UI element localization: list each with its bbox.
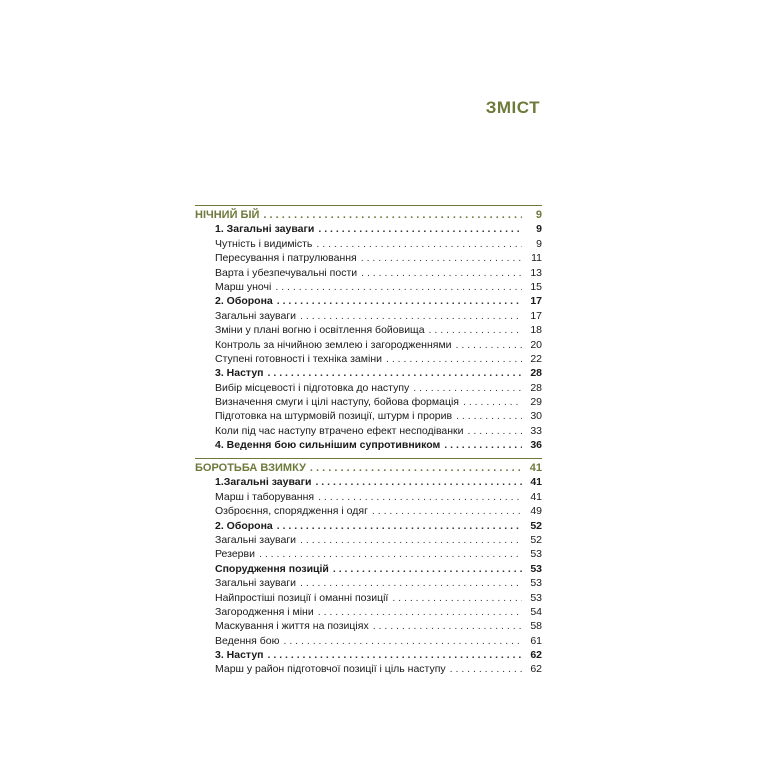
toc-section-winter [195,461,542,677]
toc-entry-page: 29 [530,396,542,409]
toc-entry-page: 53 [530,548,542,561]
toc-entry [195,352,542,366]
toc-entry-label: Коли під час наступу втрачено ефект несподіванки [215,424,464,437]
toc-entry-label: Марш уночі [215,280,272,293]
toc-entry-label: 3. Наступ [215,649,264,662]
toc-entry [195,409,542,423]
dot-leader [300,533,522,547]
section-rule-2 [195,458,542,459]
toc-entry-label: Ведення бою [215,634,280,647]
toc-entry [195,634,542,648]
toc-entry [195,381,542,395]
toc-entry [195,619,542,633]
dot-leader [361,266,522,280]
toc-entry [195,222,542,236]
toc-entry-page: 13 [530,266,542,279]
toc-entry-label: Визначення смуги і цілі наступу, бойова формація [215,396,459,409]
toc-entry-page: 41 [530,476,542,489]
dot-leader [456,338,522,352]
toc-entry [195,475,542,489]
toc-entry-label: 2. Оборона [215,295,273,308]
dot-leader [373,619,522,633]
dot-leader [277,294,522,308]
toc-entry [195,605,542,619]
dot-leader [284,634,522,648]
toc-entry-page: 61 [530,634,542,647]
toc-entry-label: Марш і таборування [215,490,315,503]
toc-entry [195,323,542,337]
toc-entry-page: 15 [530,280,542,293]
toc-entry-label: Вибір місцевості і підготовка до наступу [215,381,410,394]
toc-entry-label: НІЧНИЙ БІЙ [195,209,260,221]
dot-leader [468,424,522,438]
toc-entry-page: 17 [530,295,542,308]
toc-entry-page: 41 [529,462,542,474]
dot-leader [372,504,522,518]
toc-entry-page: 52 [530,533,542,546]
toc-entry-page: 54 [530,605,542,618]
toc-entry [195,266,542,280]
toc-entry [195,438,542,452]
dot-leader [429,323,522,337]
toc-section-night [195,208,542,453]
toc-entry-label: Найпростіші позиції і оманні позиції [215,591,389,604]
toc-entry-page: 62 [530,649,542,662]
toc-entry-page: 53 [530,577,542,590]
toc-entry [195,591,542,605]
toc-entry-label: Спорудження позицій [215,562,329,575]
dot-leader [300,576,522,590]
dot-leader [268,366,522,380]
toc-entry-page: 62 [530,663,542,676]
toc-entry [195,309,542,323]
toc-entry-page: 53 [530,562,542,575]
dot-leader [444,438,522,452]
toc-entry-label: Марш у район підготовчої позиції і ціль наступу [215,663,446,676]
toc-entry-page: 18 [530,324,542,337]
toc-entry [195,490,542,504]
toc-entry-page: 33 [530,424,542,437]
toc-entry [195,533,542,547]
toc-entry [195,294,542,308]
dot-leader [386,352,522,366]
toc-entry-page: 58 [530,620,542,633]
toc-entry-page: 9 [535,209,542,221]
toc-entry [195,251,542,265]
toc-entry-label: Підготовка на штурмовій позиції, штурм і прорив [215,410,453,423]
toc-section-heading [195,208,542,222]
toc-entry-label: 3. Наступ [215,367,264,380]
toc-entry-page: 9 [536,237,542,250]
dot-leader [318,605,522,619]
dot-leader [316,237,522,251]
dot-leader [463,395,522,409]
dot-leader [456,409,522,423]
toc-entry [195,280,542,294]
dot-leader [310,461,522,475]
toc-entry-label: 2. Оборона [215,519,273,532]
toc-entry-label: Варта і убезпечувальні пости [215,266,358,279]
toc-entry-label: Загальні зауваги [215,309,297,322]
toc-entry-label: Резерви [215,548,255,561]
toc-entry-page: 28 [530,367,542,380]
dot-leader [392,591,522,605]
toc-entry-label: Пересування і патрулювання [215,252,357,265]
toc-entry [195,547,542,561]
toc-entry-page: 49 [530,505,542,518]
toc-entry-page: 22 [530,352,542,365]
dot-leader [277,519,522,533]
toc-entry-label: Загородження і міни [215,605,314,618]
toc-entry [195,648,542,662]
dot-leader [361,251,522,265]
toc-entry-page: 28 [530,381,542,394]
toc-entry-label: Загальні зауваги [215,533,297,546]
toc-entry [195,519,542,533]
dot-leader [268,648,522,662]
dot-leader [450,662,522,676]
toc-entry-label: БОРОТЬБА ВЗИМКУ [195,462,306,474]
toc-entry [195,576,542,590]
dot-leader [275,280,522,294]
dot-leader [318,490,522,504]
toc-entry-label: 1.Загальні зауваги [215,476,312,489]
dot-leader [318,222,522,236]
toc-entry-label: Ступені готовності і техніка заміни [215,352,382,365]
toc-entry [195,504,542,518]
dot-leader [413,381,522,395]
toc-entry-page: 41 [530,490,542,503]
toc-entry-label: Маскування і життя на позиціях [215,620,369,633]
dot-leader [300,309,522,323]
toc-entry [195,338,542,352]
toc-entry-page: 53 [530,591,542,604]
toc-entry [195,366,542,380]
toc-entry-label: Загальні зауваги [215,577,297,590]
toc-entry [195,237,542,251]
page-title: ЗМІСТ [485,98,540,117]
toc-entry-page: 9 [536,223,542,236]
toc-entry [195,424,542,438]
toc-entry-page: 20 [530,338,542,351]
toc-entry-label: 4. Ведення бою сильнішим супротивником [215,439,441,452]
toc-entry-page: 30 [530,410,542,423]
section-rule-1 [195,205,542,206]
toc-entry-label: Озброєння, спорядження і одяг [215,505,368,518]
dot-leader [259,547,522,561]
toc-section-heading [195,461,542,475]
toc-entry-page: 36 [530,439,542,452]
toc-entry [195,662,542,676]
toc-entry-label: Контроль за нічийною землею і загородженнями [215,338,452,351]
toc-entry [195,562,542,576]
dot-leader [333,562,522,576]
toc-entry-label: Зміни у плані вогню і освітлення бойовища [215,324,425,337]
toc-entry-page: 11 [531,252,542,265]
toc-entry-label: Чутність і видимість [215,237,313,250]
toc-entry-label: 1. Загальні зауваги [215,223,315,236]
toc-entry-page: 17 [530,309,542,322]
dot-leader [263,208,522,222]
toc-entry-page: 52 [530,519,542,532]
toc-entry [195,395,542,409]
dot-leader [315,475,522,489]
